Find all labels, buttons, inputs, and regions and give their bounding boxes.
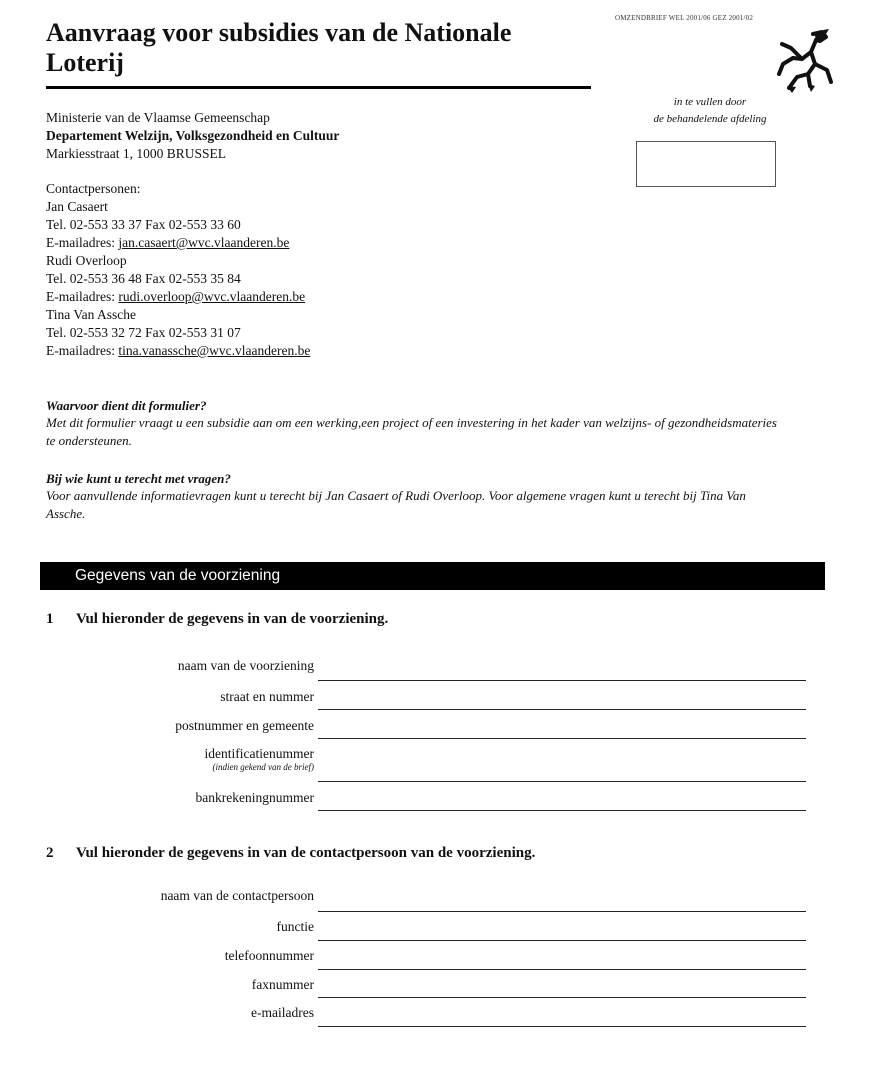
- field-label: naam van de contactpersoon: [160, 888, 314, 903]
- address-block: [46, 109, 339, 163]
- field-label: faxnummer: [251, 977, 314, 992]
- field-label: identificatienummer: [204, 746, 314, 761]
- contact-phone: Tel. 02-553 32 72 Fax 02-553 31 07: [46, 325, 241, 340]
- field-label-group: [44, 746, 314, 773]
- phone-field[interactable]: [318, 969, 806, 970]
- postcode-city-field[interactable]: [318, 738, 806, 739]
- ministry-name: Ministerie van de Vlaamse Gemeenschap: [46, 110, 270, 125]
- help-question: Bij wie kunt u terecht met vragen?: [46, 471, 231, 486]
- field-label: naam van de voorziening: [177, 658, 314, 673]
- facility-name-field[interactable]: [318, 680, 806, 681]
- field-sublabel: (indien gekend van de brief): [212, 762, 314, 772]
- field-label: telefoonnummer: [224, 948, 314, 963]
- bank-account-field[interactable]: [318, 810, 806, 811]
- field-label: functie: [276, 919, 314, 934]
- field-label: straat en nummer: [220, 689, 314, 704]
- contact-phone: Tel. 02-553 33 37 Fax 02-553 33 60: [46, 217, 241, 232]
- email-label: E-mailadres:: [46, 343, 115, 358]
- purpose-question: Waarvoor dient dit formulier?: [46, 398, 207, 413]
- contacts-block: [46, 180, 310, 360]
- section-header: Gegevens van de voorziening: [40, 562, 825, 590]
- street-address: Markiesstraat 1, 1000 BRUSSEL: [46, 146, 226, 161]
- fax-field[interactable]: [318, 997, 806, 998]
- help-answer: Voor aanvullende informatievragen kunt u terecht bij Jan Casaert of Rudi Overloop. Voor algemene vragen kunt u terecht bij Tina Van Assche.: [46, 488, 746, 521]
- question-text: Vul hieronder de gegevens in van de contactpersoon van de voorziening.: [76, 845, 536, 861]
- document-reference: OMZENDBRIEF WEL 2001/06 GEZ 2001/02: [615, 14, 754, 22]
- contact-email-link[interactable]: tina.vanassche@wvc.vlaanderen.be: [118, 343, 311, 358]
- email-field[interactable]: [318, 1026, 806, 1027]
- form-title: Aanvraag voor subsidies van de Nationale Loterij: [46, 18, 512, 77]
- office-use-box[interactable]: [636, 141, 776, 187]
- help-info: [46, 471, 786, 523]
- contact-email-link[interactable]: rudi.overloop@wvc.vlaanderen.be: [118, 289, 306, 304]
- contact-email-link[interactable]: jan.casaert@wvc.vlaanderen.be: [118, 235, 290, 250]
- contact-name: Rudi Overloop: [46, 253, 127, 268]
- title-divider: [46, 86, 591, 89]
- email-label: E-mailadres:: [46, 289, 115, 304]
- field-label: e-mailadres: [251, 1005, 314, 1020]
- question-text: Vul hieronder de gegevens in van de voorziening.: [76, 611, 389, 627]
- identification-number-field[interactable]: [318, 781, 806, 782]
- function-field[interactable]: [318, 940, 806, 941]
- purpose-info: [46, 398, 786, 450]
- contact-name-field[interactable]: [318, 911, 806, 912]
- field-label: bankrekeningnummer: [195, 790, 314, 805]
- question-2-heading: [46, 845, 535, 862]
- field-label: postnummer en gemeente: [175, 718, 314, 733]
- contact-phone: Tel. 02-553 36 48 Fax 02-553 35 84: [46, 271, 241, 286]
- street-number-field[interactable]: [318, 709, 806, 710]
- contact-name: Tina Van Assche: [46, 307, 137, 322]
- flemish-lion-logo-icon: [775, 28, 835, 94]
- purpose-answer: Met dit formulier vraagt u een subsidie aan om een werking,een project of een investering in het kader van welzijns- of gezondheidsmateries te ondersteunen.: [46, 415, 777, 448]
- office-note: [628, 94, 792, 128]
- contact-email-row: [46, 234, 310, 252]
- contact-email-row: [46, 342, 310, 360]
- office-note-line2: de behandelende afdeling: [653, 113, 767, 125]
- email-label: E-mailadres:: [46, 235, 115, 250]
- contacts-heading: Contactpersonen:: [46, 181, 141, 196]
- office-note-line1: in te vullen door: [673, 96, 747, 108]
- question-number: 2: [46, 845, 54, 861]
- question-1-heading: [46, 611, 388, 628]
- question-number: 1: [46, 611, 54, 627]
- contact-name: Jan Casaert: [46, 199, 108, 214]
- contact-email-row: [46, 288, 310, 306]
- department-name: Departement Welzijn, Volksgezondheid en Cultuur: [46, 128, 340, 143]
